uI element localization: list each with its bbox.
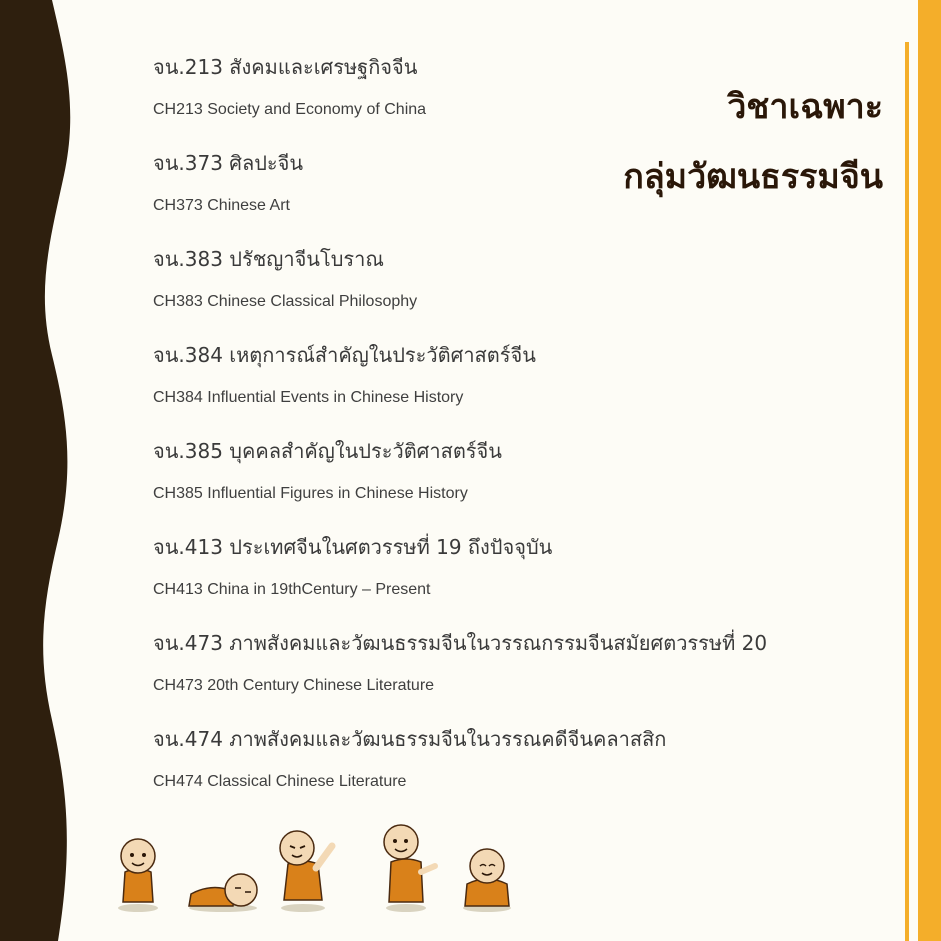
title-line-2: กลุ่มวัฒนธรรมจีน <box>623 157 883 197</box>
course-english-name: CH474 Classical Chinese Literature <box>153 773 407 790</box>
course-thai-name: จน.213 สังคมและเศรษฐกิจจีน <box>153 55 418 79</box>
course-item <box>153 342 536 408</box>
accent-bar <box>918 0 941 941</box>
page-title <box>623 72 883 212</box>
mascot-group <box>105 822 525 922</box>
course-english-name: CH213 Society and Economy of China <box>153 101 427 118</box>
monk-mascot-icon <box>463 849 511 912</box>
course-item <box>153 246 417 312</box>
course-thai-name: จน.385 บุคคลสำคัญในประวัติศาสตร์จีน <box>153 439 502 463</box>
course-english-name: CH473 20th Century Chinese Literature <box>153 677 435 694</box>
course-english-name: CH385 Influential Figures in Chinese History <box>153 485 468 502</box>
course-thai-name: จน.383 ปรัชญาจีนโบราณ <box>153 247 384 271</box>
course-english-name: CH384 Influential Events in Chinese History <box>153 389 464 406</box>
course-item <box>153 534 552 600</box>
monk-mascot-icon <box>118 839 158 912</box>
course-item <box>153 438 502 504</box>
course-item <box>153 54 426 120</box>
course-english-name: CH373 Chinese Art <box>153 197 290 214</box>
course-thai-name: จน.413 ประเทศจีนในศตวรรษที่ 19 ถึงปัจจุบัน <box>153 535 553 559</box>
course-thai-name: จน.384 เหตุการณ์สำคัญในประวัติศาสตร์จีน <box>153 343 536 367</box>
course-thai-name: จน.474 ภาพสังคมและวัฒนธรรมจีนในวรรณคดีจีนคลาสสิก <box>153 727 667 751</box>
course-english-name: CH413 China in 19thCentury – Present <box>153 581 431 598</box>
course-item <box>153 630 767 696</box>
accent-line <box>905 42 909 941</box>
course-english-name: CH383 Chinese Classical Philosophy <box>153 293 418 310</box>
monk-mascot-icon <box>280 831 332 912</box>
monk-mascot-icon <box>384 825 435 912</box>
title-line-1: วิชาเฉพาะ <box>727 87 883 127</box>
course-thai-name: จน.373 ศิลปะจีน <box>153 151 304 175</box>
wave-border <box>0 0 80 941</box>
course-item <box>153 726 666 792</box>
monk-mascot-icon <box>189 874 257 912</box>
course-thai-name: จน.473 ภาพสังคมและวัฒนธรรมจีนในวรรณกรรมจีนสมัยศตวรรษที่ 20 <box>153 631 768 655</box>
course-item <box>153 150 303 216</box>
